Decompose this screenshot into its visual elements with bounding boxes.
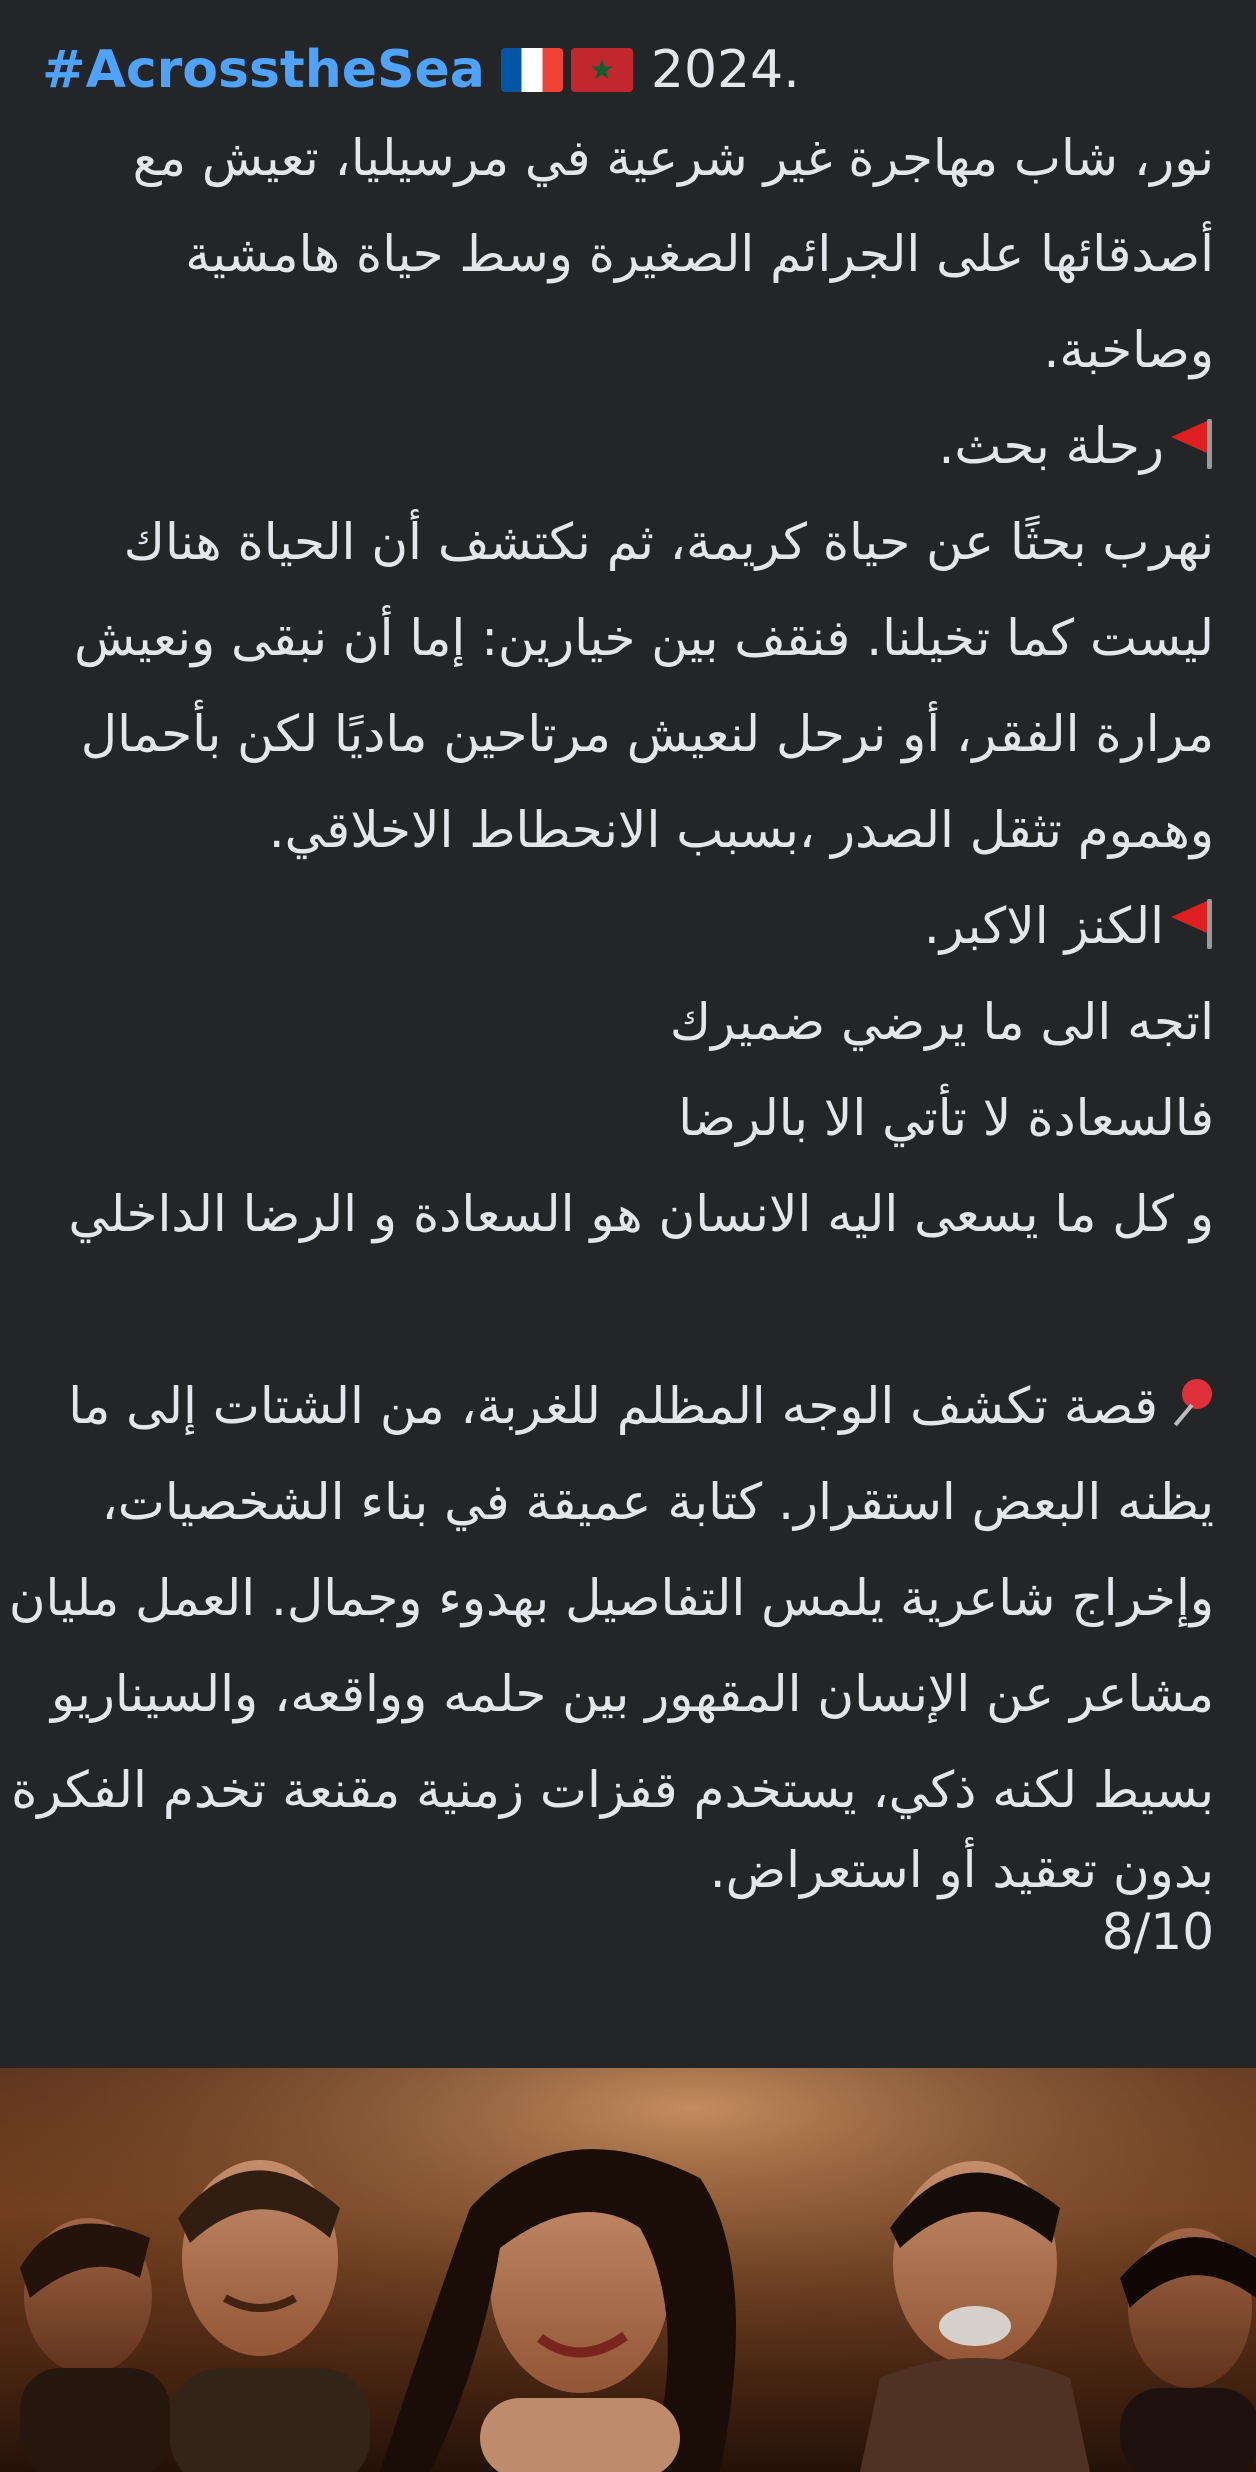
text-line: بدون تعقيد أو استعراض.	[709, 1841, 1214, 1899]
section-heading-text: الكنز الاكبر.	[923, 897, 1164, 955]
post-body	[8, 110, 1214, 1962]
text-line: مشاعر عن الإنسان المقهور بين حلمه وواقعه، والسيناريو	[51, 1665, 1214, 1723]
text-line: نور، شاب مهاجرة غير شرعية في مرسيليا، تعيش مع	[132, 129, 1214, 187]
blank-line	[42, 1262, 1214, 1358]
flag-morocco-icon: ★	[571, 48, 633, 92]
section-heading-text: رحلة بحث.	[938, 417, 1164, 475]
text-line: يظنه البعض استقرار. كتابة عميقة في بناء الشخصيات،	[101, 1473, 1214, 1531]
text-line: أصدقائها على الجرائم الصغيرة وسط حياة هامشية	[185, 225, 1214, 283]
text-line: اتجه الى ما يرضي ضميرك	[669, 993, 1214, 1051]
text-line: وهموم تثقل الصدر ،بسبب الانحطاط الاخلاقي.	[268, 801, 1214, 859]
pushpin-icon	[1164, 1377, 1214, 1427]
year-text: 2024.	[650, 40, 800, 100]
red-flag-icon	[1170, 897, 1214, 949]
hashtag-link[interactable]: #AcrosstheSea	[42, 40, 485, 100]
rating-text: 8/10	[1101, 1903, 1214, 1961]
text-line: نهرب بحثًا عن حياة كريمة، ثم نكتشف أن الحياة هناك	[123, 513, 1214, 571]
review-text: قصة تكشف الوجه المظلم للغربة، من الشتات إلى ما	[68, 1377, 1158, 1435]
text-line: فالسعادة لا تأتي الا بالرضا	[678, 1089, 1214, 1147]
review-first-line	[42, 1358, 1214, 1454]
red-flag-icon	[1170, 417, 1214, 469]
text-line: بسيط لكنه ذكي، يستخدم قفزات زمنية مقنعة تخدم الفكرة	[11, 1761, 1214, 1819]
text-line: مرارة الفقر، أو نرحل لنعيش مرتاحين ماديًا لكن بأحمال	[80, 705, 1214, 763]
text-line: وإخراج شاعرية يلمس التفاصيل بهدوء وجمال. العمل مليان	[8, 1569, 1214, 1627]
movie-still-illustration	[0, 2068, 1256, 2472]
text-line: و كل ما يسعى اليه الانسان هو السعادة و الرضا الداخلي	[68, 1185, 1214, 1243]
flag-france-icon	[501, 48, 563, 92]
section-heading-treasure	[42, 878, 1214, 974]
movie-still-image[interactable]	[0, 2068, 1256, 2472]
section-heading-search	[42, 398, 1214, 494]
post-header-line	[42, 38, 800, 102]
text-line: وصاخبة.	[1043, 321, 1214, 379]
text-line: ليست كما تخيلنا. فنقف بين خيارين: إما أن نبقى ونعيش	[74, 609, 1214, 667]
